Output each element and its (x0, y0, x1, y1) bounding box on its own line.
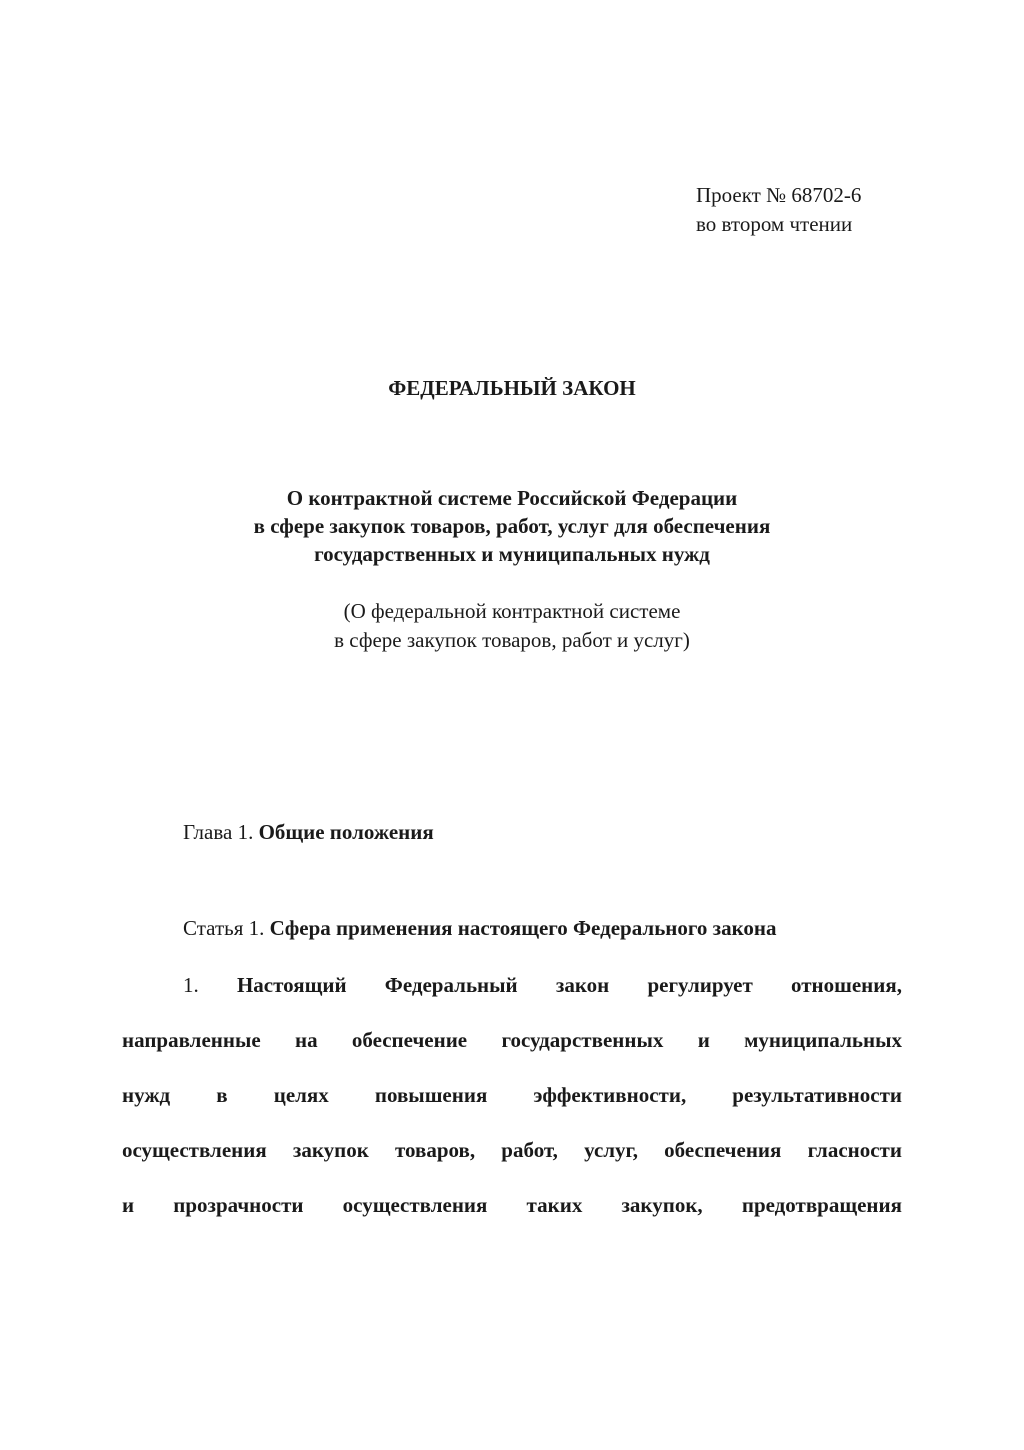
paragraph-line (183, 970, 902, 1000)
paragraph-word: предотвращения (741, 1193, 902, 1217)
paragraph-word: отношения, (790, 973, 902, 997)
article-name: Сфера применения настоящего Федерального закона (269, 916, 777, 940)
paragraph-word: обеспечения (664, 1138, 782, 1162)
paragraph-word: закупок (292, 1138, 369, 1162)
paragraph-word: Настоящий (236, 973, 347, 997)
paragraph-word: государственных (501, 1028, 664, 1052)
paragraph-word: осуществления (342, 1193, 488, 1217)
paragraph-word: и (122, 1193, 135, 1217)
paragraph-word: прозрачности (173, 1193, 304, 1217)
article-prefix: Статья 1. (183, 916, 265, 940)
paragraph-word: нужд (122, 1083, 171, 1107)
paragraph-line (122, 1080, 902, 1110)
paragraph-word: Федеральный (384, 973, 518, 997)
law-title-line: государственных и муниципальных нужд (314, 542, 710, 566)
paragraph-word: муниципальных (744, 1028, 902, 1052)
paragraph-word: товаров, (395, 1138, 476, 1162)
paragraph-word: повышения (374, 1083, 488, 1107)
article-heading (183, 914, 777, 943)
paragraph-word: услуг, (584, 1138, 638, 1162)
paragraph-line (122, 1025, 902, 1055)
paragraph-word: результативности (732, 1083, 902, 1107)
paragraph-word: эффективности, (533, 1083, 687, 1107)
paragraph-word: закон (555, 973, 610, 997)
law-short-title (0, 597, 1024, 655)
paragraph-number: 1. (183, 973, 199, 997)
paragraph-word: регулирует (647, 973, 753, 997)
chapter-heading (183, 818, 434, 847)
paragraph-line (122, 1190, 902, 1220)
draft-stamp (696, 181, 861, 239)
chapter-name: Общие положения (258, 820, 434, 844)
project-number: Проект № 68702-6 (696, 183, 862, 207)
paragraph-word: обеспечение (351, 1028, 468, 1052)
short-title-line: (О федеральной контрактной системе (343, 599, 681, 623)
paragraph-word: направленные (122, 1028, 261, 1052)
short-title-line: в сфере закупок товаров, работ и услуг) (334, 628, 690, 652)
chapter-prefix: Глава 1. (183, 820, 254, 844)
law-title (0, 484, 1024, 568)
law-title-line: в сфере закупок товаров, работ, услуг для обеспечения (253, 514, 771, 538)
paragraph-word: осуществления (122, 1138, 267, 1162)
paragraph-word: работ, (501, 1138, 558, 1162)
paragraph-word: таких (526, 1193, 583, 1217)
law-title-line: О контрактной системе Российской Федерации (286, 486, 738, 510)
paragraph-word: целях (273, 1083, 329, 1107)
law-type-heading: ФЕДЕРАЛЬНЫЙ ЗАКОН (388, 376, 636, 400)
reading-stage: во втором чтении (696, 212, 853, 236)
paragraph-line (122, 1135, 902, 1165)
paragraph-word: гласности (807, 1138, 902, 1162)
paragraph-word: на (295, 1028, 318, 1052)
paragraph-word: закупок, (621, 1193, 703, 1217)
paragraph-word: в (216, 1083, 228, 1107)
paragraph-word: и (697, 1028, 710, 1052)
